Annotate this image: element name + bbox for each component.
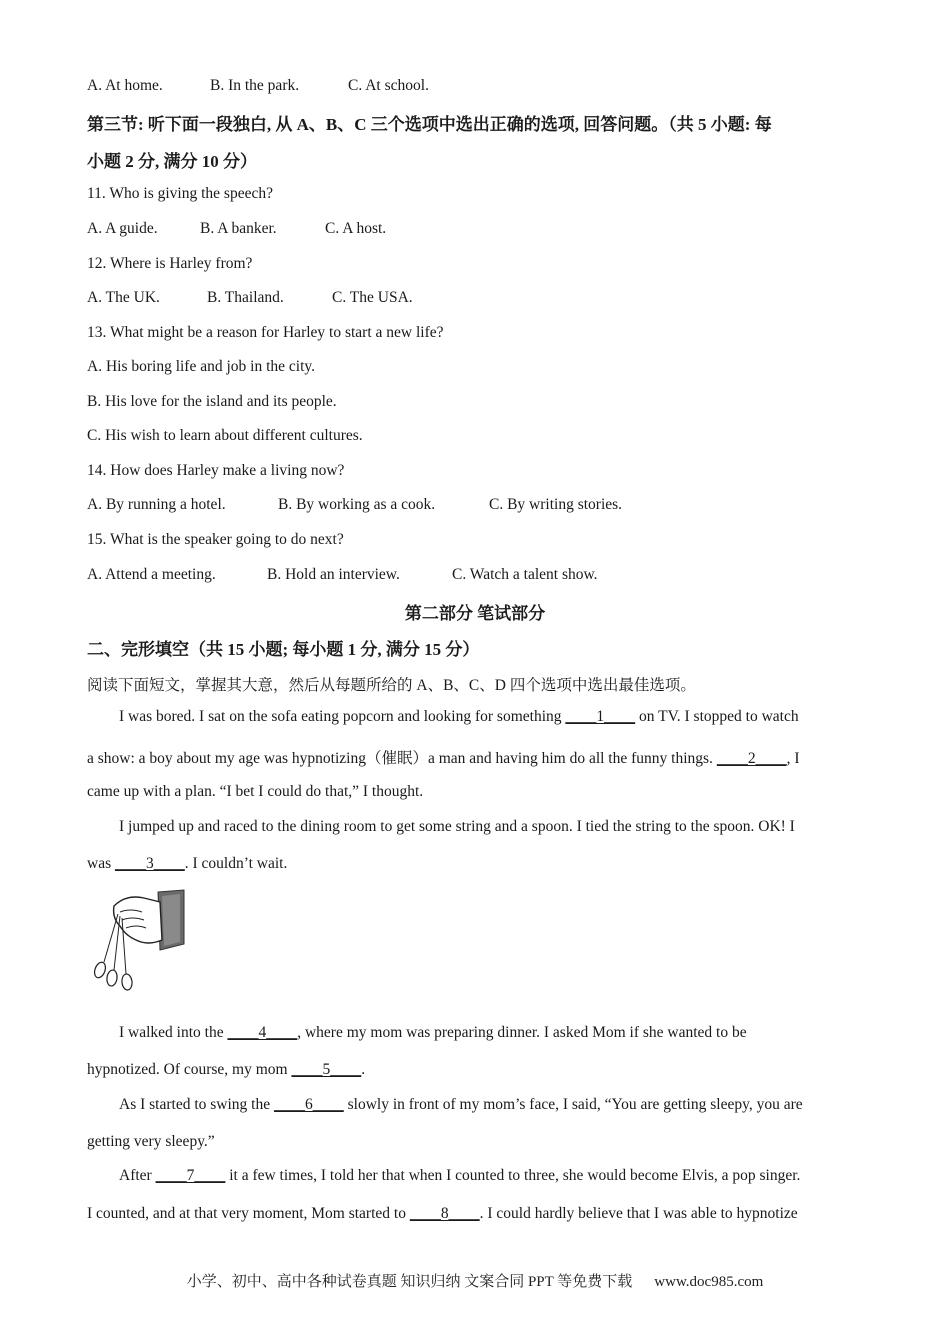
cloze-heading: 二、完形填空（共 15 小题; 每小题 1 分, 满分 15 分） <box>87 640 480 659</box>
cloze-instruction: 阅读下面短文，掌握其大意，然后从每题所给的 A、B、C、D 四个选项中选出最佳选项。 <box>87 677 696 694</box>
q10-option-b: B. In the park. <box>210 77 300 94</box>
hand-with-spoons-illustration <box>86 888 186 992</box>
q10-option-c: C. At school. <box>348 77 429 94</box>
question-11: 11. Who is giving the speech? <box>87 185 273 202</box>
q15-option-a: A. Attend a meeting. <box>87 566 216 583</box>
q14-option-b: B. By working as a cook. <box>278 496 436 513</box>
q11-option-a: A. A guide. <box>87 220 158 237</box>
section3-heading: 第三节: 听下面一段独白, 从 A、B、C 三个选项中选出正确的选项, 回答问题。（共 5 小题: 每 <box>87 115 772 134</box>
passage-line: hypnotized. Of course, my mom ____5____. <box>87 1061 366 1078</box>
blank-8: ____8____ <box>409 1205 480 1222</box>
passage-line: After ____7____ it a few times, I told her that when I counted to three, she would become Elvis, a pop singer. <box>119 1167 801 1184</box>
section3-heading-cont: 小题 2 分, 满分 10 分） <box>87 152 257 171</box>
footer-text: 小学、初中、高中各种试卷真题 知识归纳 文案合同 PPT 等免费下载 <box>186 1274 633 1290</box>
q11-option-b: B. A banker. <box>200 220 277 237</box>
q12-option-c: C. The USA. <box>332 289 413 306</box>
blank-1: ____1____ <box>565 708 636 725</box>
passage-line: I was bored. I sat on the sofa eating popcorn and looking for something ____1____ on TV. I stopped to watch <box>119 708 799 725</box>
q14-option-c: C. By writing stories. <box>489 496 623 513</box>
footer-url[interactable]: www.doc985.com <box>654 1274 764 1290</box>
blank-7: ____7____ <box>155 1167 226 1184</box>
blank-3: ____3____ <box>114 855 185 872</box>
question-15: 15. What is the speaker going to do next? <box>87 531 344 548</box>
question-13: 13. What might be a reason for Harley to start a new life? <box>87 324 444 341</box>
q15-option-b: B. Hold an interview. <box>267 566 400 583</box>
passage-line: was ____3____. I couldn’t wait. <box>87 855 288 872</box>
passage-line: getting very sleepy.” <box>87 1133 215 1150</box>
blank-4: ____4____ <box>227 1024 298 1041</box>
q11-option-c: C. A host. <box>325 220 387 237</box>
passage-line: I jumped up and raced to the dining room to get some string and a spoon. I tied the string to the spoon. OK! I <box>119 818 795 835</box>
passage-line: I walked into the ____4____, where my mom was preparing dinner. I asked Mom if she wanted to be <box>119 1024 747 1041</box>
q15-option-c: C. Watch a talent show. <box>452 566 598 583</box>
q13-option-c: C. His wish to learn about different cultures. <box>87 427 363 444</box>
blank-5: ____5____ <box>291 1061 362 1078</box>
passage-line: As I started to swing the ____6____ slowly in front of my mom’s face, I said, “You are getting sleepy, you are <box>119 1096 803 1113</box>
question-12: 12. Where is Harley from? <box>87 255 253 272</box>
q14-option-a: A. By running a hotel. <box>87 496 226 513</box>
q12-option-b: B. Thailand. <box>207 289 284 306</box>
blank-6: ____6____ <box>273 1096 344 1113</box>
passage-line: I counted, and at that very moment, Mom started to ____8____. I could hardly believe that I was able to hypnotize <box>87 1205 798 1222</box>
q12-option-a: A. The UK. <box>87 289 160 306</box>
q13-option-a: A. His boring life and job in the city. <box>87 358 316 375</box>
question-14: 14. How does Harley make a living now? <box>87 462 345 479</box>
part2-title: 第二部分 笔试部分 <box>404 604 546 623</box>
q10-option-a: A. At home. <box>87 77 163 94</box>
passage-line: came up with a plan. “I bet I could do that,” I thought. <box>87 783 424 800</box>
blank-2: ____2____ <box>716 750 787 767</box>
q13-option-b: B. His love for the island and its people. <box>87 393 337 410</box>
passage-line: a show: a boy about my age was hypnotizing（催眠）a man and having him do all the funny things. ____2____, I <box>87 750 800 767</box>
page-footer <box>0 1270 950 1291</box>
